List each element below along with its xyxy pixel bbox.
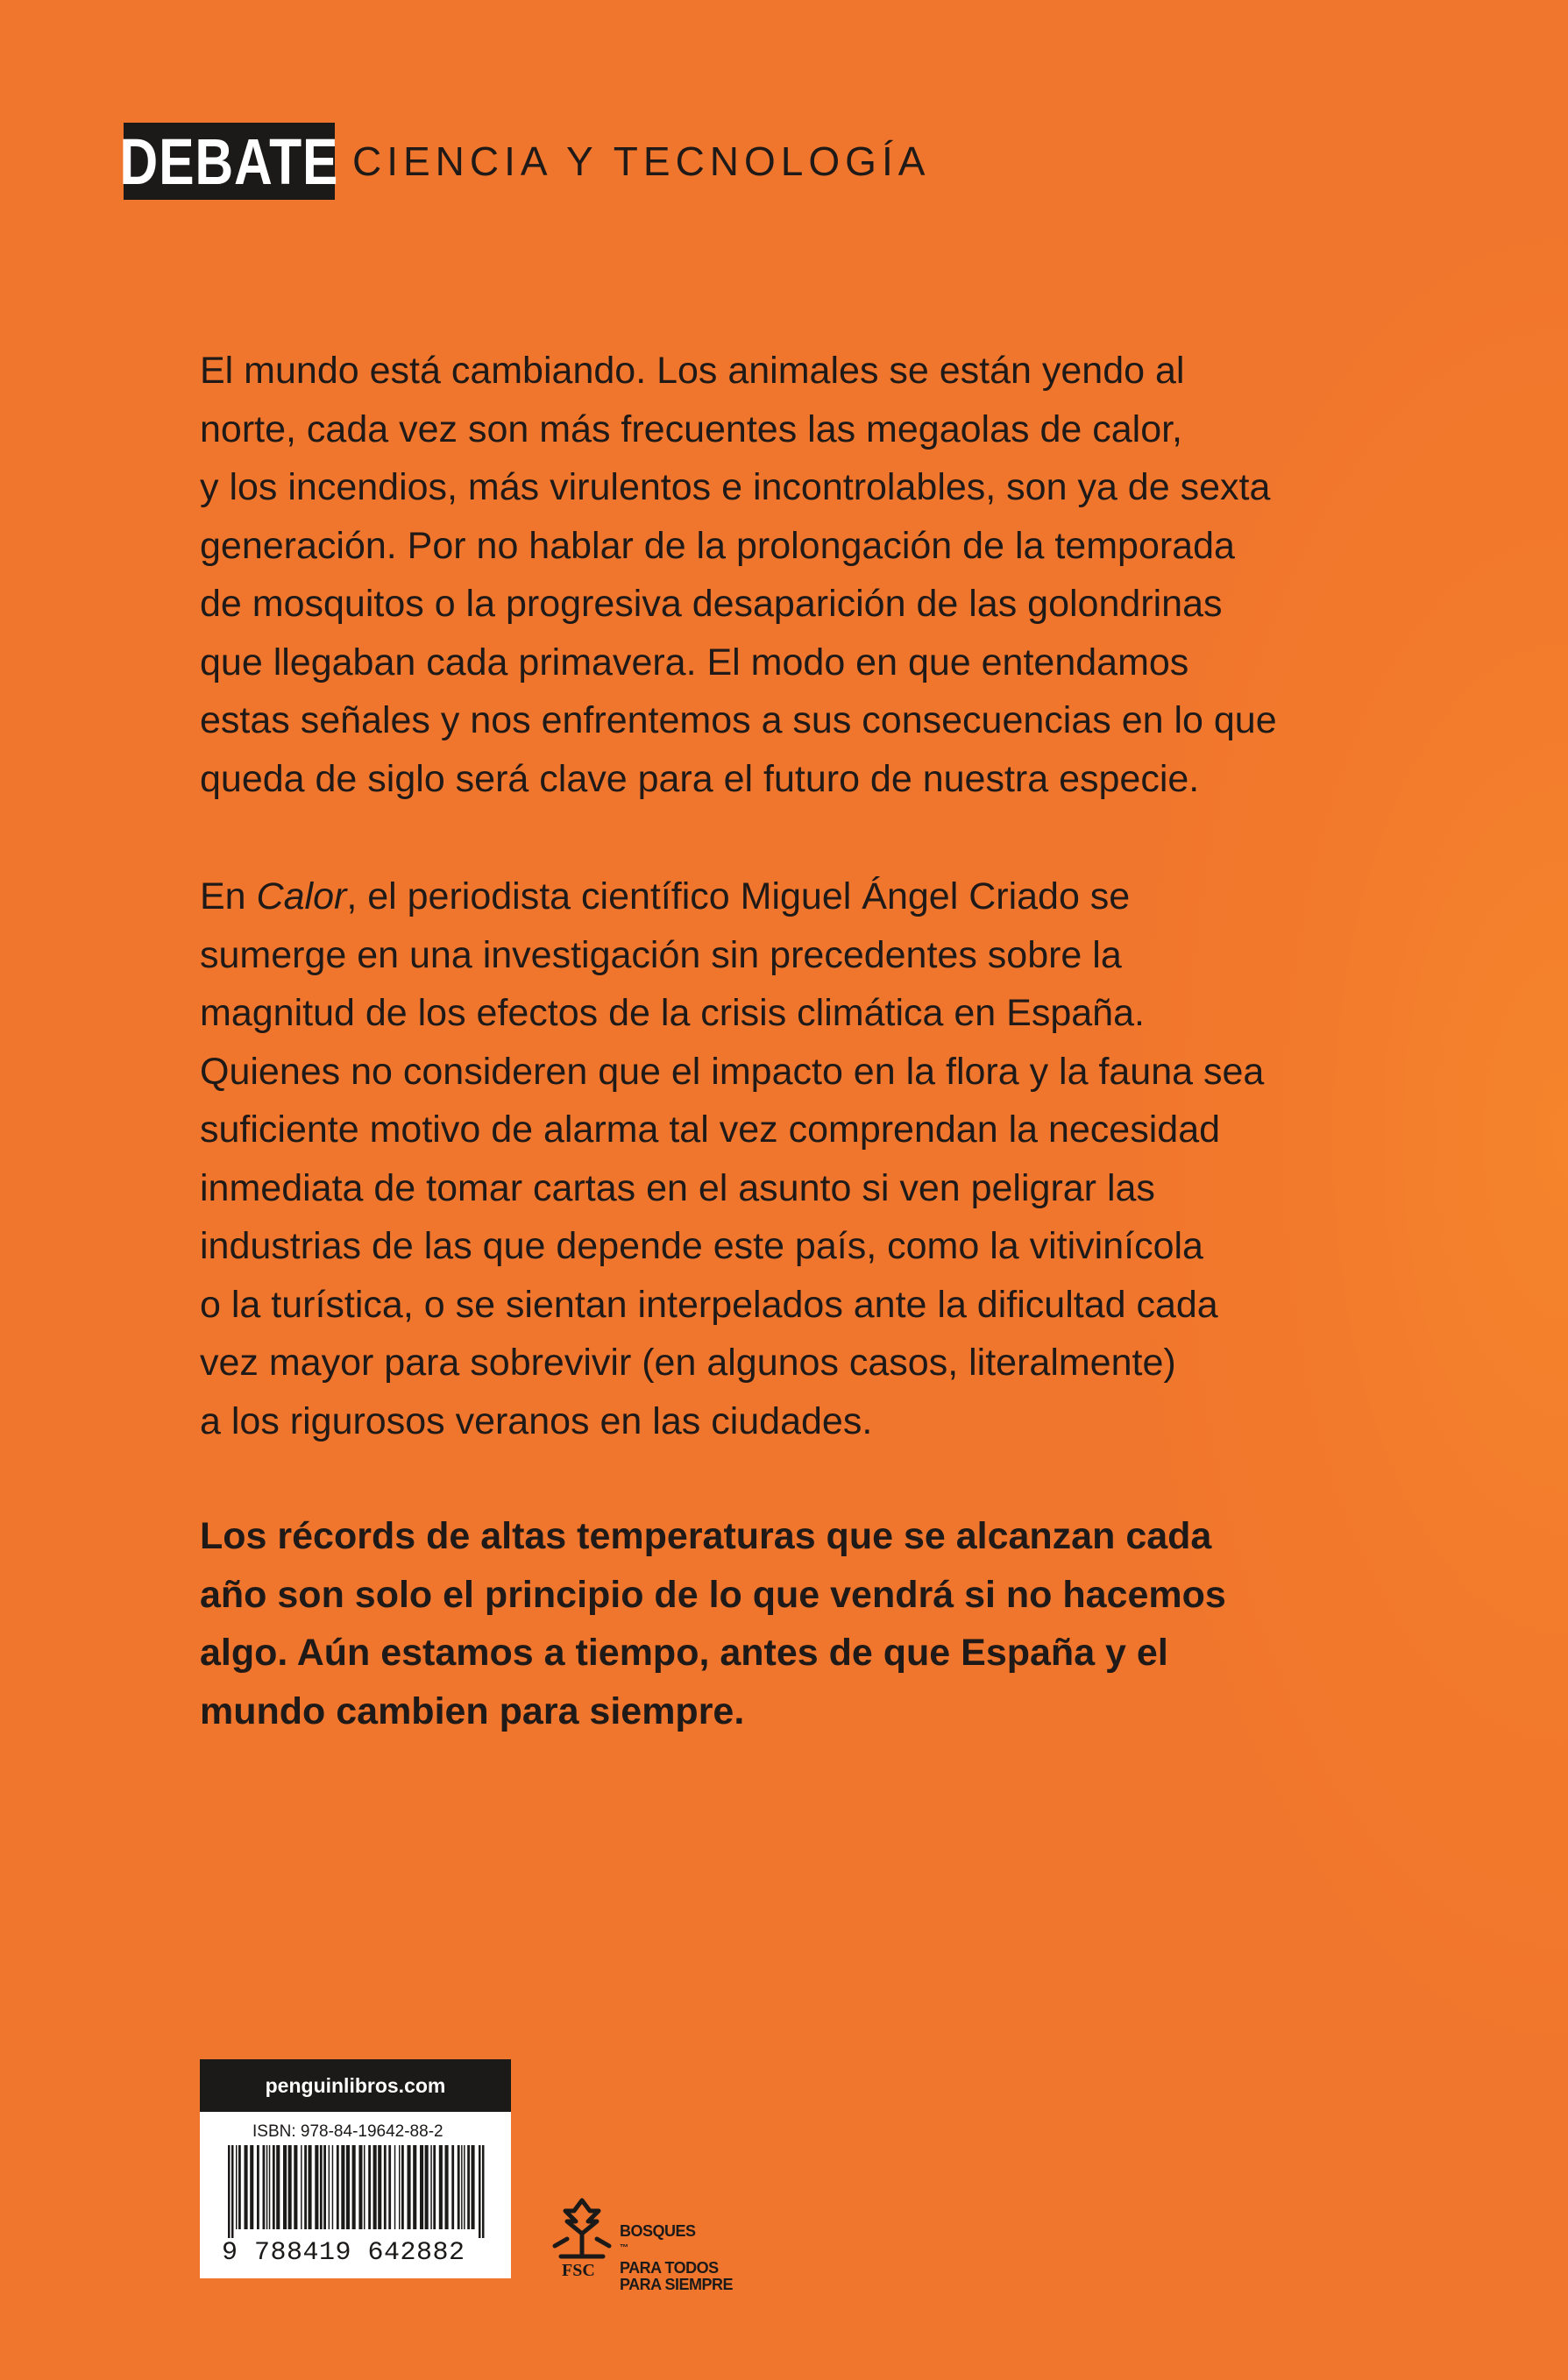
text-line: sumerge en una investigación sin precedentes sobre la (200, 933, 1122, 976)
fsc-tree-icon (548, 2195, 616, 2262)
barcode-bar (464, 2145, 465, 2229)
barcode-bar (288, 2145, 292, 2229)
barcode-bar (425, 2145, 429, 2229)
fsc-tagline (620, 2223, 733, 2293)
trademark-symbol: ™ (620, 2243, 628, 2253)
website-label: penguinlibros.com (200, 2059, 511, 2112)
barcode-bar (433, 2145, 436, 2229)
isbn-text: ISBN: 978-84-19642-88-2 (252, 2122, 443, 2141)
barcode-guard-bar (228, 2145, 231, 2238)
text-line: mundo cambien para siempre. (200, 1689, 745, 1732)
fsc-label: FSC (562, 2261, 595, 2280)
fsc-line-text: BOSQUES (620, 2222, 696, 2240)
text-line: Quienes no consideren que el impacto en la flora y la fauna sea (200, 1050, 1265, 1093)
text-line: suficiente motivo de alarma tal vez comprendan la necesidad (200, 1109, 1221, 1151)
text-line: magnitud de los efectos de la crisis climática en España. (200, 992, 1145, 1034)
barcode-bar (263, 2145, 266, 2229)
barcode-bar (430, 2145, 432, 2229)
publisher-logo: DEBATE (124, 123, 335, 200)
text-line: estas señales y nos enfrentemos a sus consecuencias en lo que (200, 699, 1277, 741)
text-line: algo. Aún estamos a tiempo, antes de que España y el (200, 1632, 1168, 1674)
barcode-bar (420, 2145, 423, 2229)
barcode-bar (315, 2145, 318, 2229)
barcode-bar (408, 2145, 411, 2229)
barcode-bar (276, 2145, 280, 2229)
publisher-header (119, 123, 931, 200)
barcode-bar (337, 2145, 339, 2229)
barcode-bar (301, 2145, 302, 2229)
barcode-bar (384, 2145, 387, 2229)
barcode-bar (309, 2145, 312, 2229)
fsc-logo (548, 2195, 776, 2293)
text-line: inmediata de tomar cartas en el asunto si ven peligrar las (200, 1166, 1155, 1209)
text-fragment: En (200, 875, 257, 917)
blurb-paragraph-3-bold (200, 1507, 1278, 1740)
barcode-guard-bar (482, 2145, 485, 2238)
barcode-bar (257, 2145, 259, 2229)
text-line: año son solo el principio de lo que vendrá si no hacemos (200, 1573, 1226, 1616)
text-line: de mosquitos o la progresiva desaparición de las golondrinas (200, 583, 1223, 625)
barcode-guard-bar (231, 2145, 234, 2238)
text-line: industrias de las que depende este país, como la vitivinícola (200, 1225, 1203, 1267)
barcode-bar (445, 2145, 449, 2229)
collection-name: CIENCIA Y TECNOLOGÍA (352, 138, 931, 184)
text-fragment: , el periodista científico Miguel Ángel Criado se (346, 875, 1131, 917)
fsc-line: PARA SIEMPRE (620, 2276, 734, 2293)
barcode-bar (329, 2145, 330, 2229)
barcode-icon (226, 2145, 489, 2238)
text-line: queda de siglo será clave para el futuro de nuestra especie. (200, 757, 1200, 800)
text-line (200, 868, 1278, 926)
blurb-paragraph-2 (200, 868, 1278, 1450)
barcode-bar (439, 2145, 443, 2229)
fsc-line (620, 2223, 733, 2260)
barcode-bar (358, 2145, 362, 2229)
barcode-bar (238, 2145, 241, 2229)
barcode-bar (461, 2145, 463, 2229)
barcode-bar (413, 2145, 416, 2229)
barcode-bar (236, 2145, 238, 2229)
barcode-bar (323, 2145, 326, 2229)
text-line: Los récords de altas temperaturas que se alcanzan cada (200, 1515, 1212, 1557)
barcode-bar (346, 2145, 350, 2229)
barcode-bar (283, 2145, 287, 2229)
barcode-guard-bar (479, 2145, 481, 2238)
barcode-bar (399, 2145, 401, 2229)
barcode-bar (364, 2145, 365, 2229)
barcode-block (200, 2059, 511, 2278)
barcode-bar (245, 2145, 248, 2229)
barcode-bar (341, 2145, 344, 2229)
text-line: norte, cada vez son más frecuentes las megaolas de calor, (200, 407, 1183, 450)
barcode-bar (273, 2145, 275, 2229)
barcode-bar (472, 2145, 475, 2229)
barcode-bar (304, 2145, 307, 2229)
barcode-bar (378, 2145, 381, 2229)
barcode-bar (388, 2145, 391, 2229)
barcode-bar (368, 2145, 371, 2229)
barcode-bar (467, 2145, 470, 2229)
barcode-bar (401, 2145, 404, 2229)
barcode-bar (451, 2145, 454, 2229)
barcode-bar (250, 2145, 253, 2229)
text-line: o la turística, o se sientan interpelados ante la dificultad cada (200, 1283, 1218, 1326)
barcode-bar (269, 2145, 271, 2229)
barcode-digits: 9 788419 642882 (222, 2238, 465, 2268)
barcode-bar (458, 2145, 460, 2229)
barcode-bar (373, 2145, 377, 2229)
barcode-bar (394, 2145, 396, 2229)
barcode-bar (332, 2145, 334, 2229)
text-line: vez mayor para sobrevivir (en algunos casos, literalmente) (200, 1342, 1176, 1384)
text-line: que llegaban cada primavera. El modo en que entendamos (200, 641, 1189, 684)
blurb-paragraph-1 (200, 342, 1278, 808)
text-line: y los incendios, más virulentos e incontrolables, son ya de sexta (200, 466, 1271, 508)
text-line: a los rigurosos veranos en las ciudades. (200, 1399, 873, 1442)
barcode-bar (352, 2145, 356, 2229)
barcode-bar (266, 2145, 268, 2229)
barcode-bar (294, 2145, 297, 2229)
fsc-line: PARA TODOS (620, 2259, 719, 2277)
text-line: El mundo está cambiando. Los animales se están yendo al (200, 350, 1185, 392)
barcode-bar (320, 2145, 323, 2229)
text-line: generación. Por no hablar de la prolongación de la temporada (200, 524, 1235, 567)
book-title: Calor (256, 875, 347, 917)
